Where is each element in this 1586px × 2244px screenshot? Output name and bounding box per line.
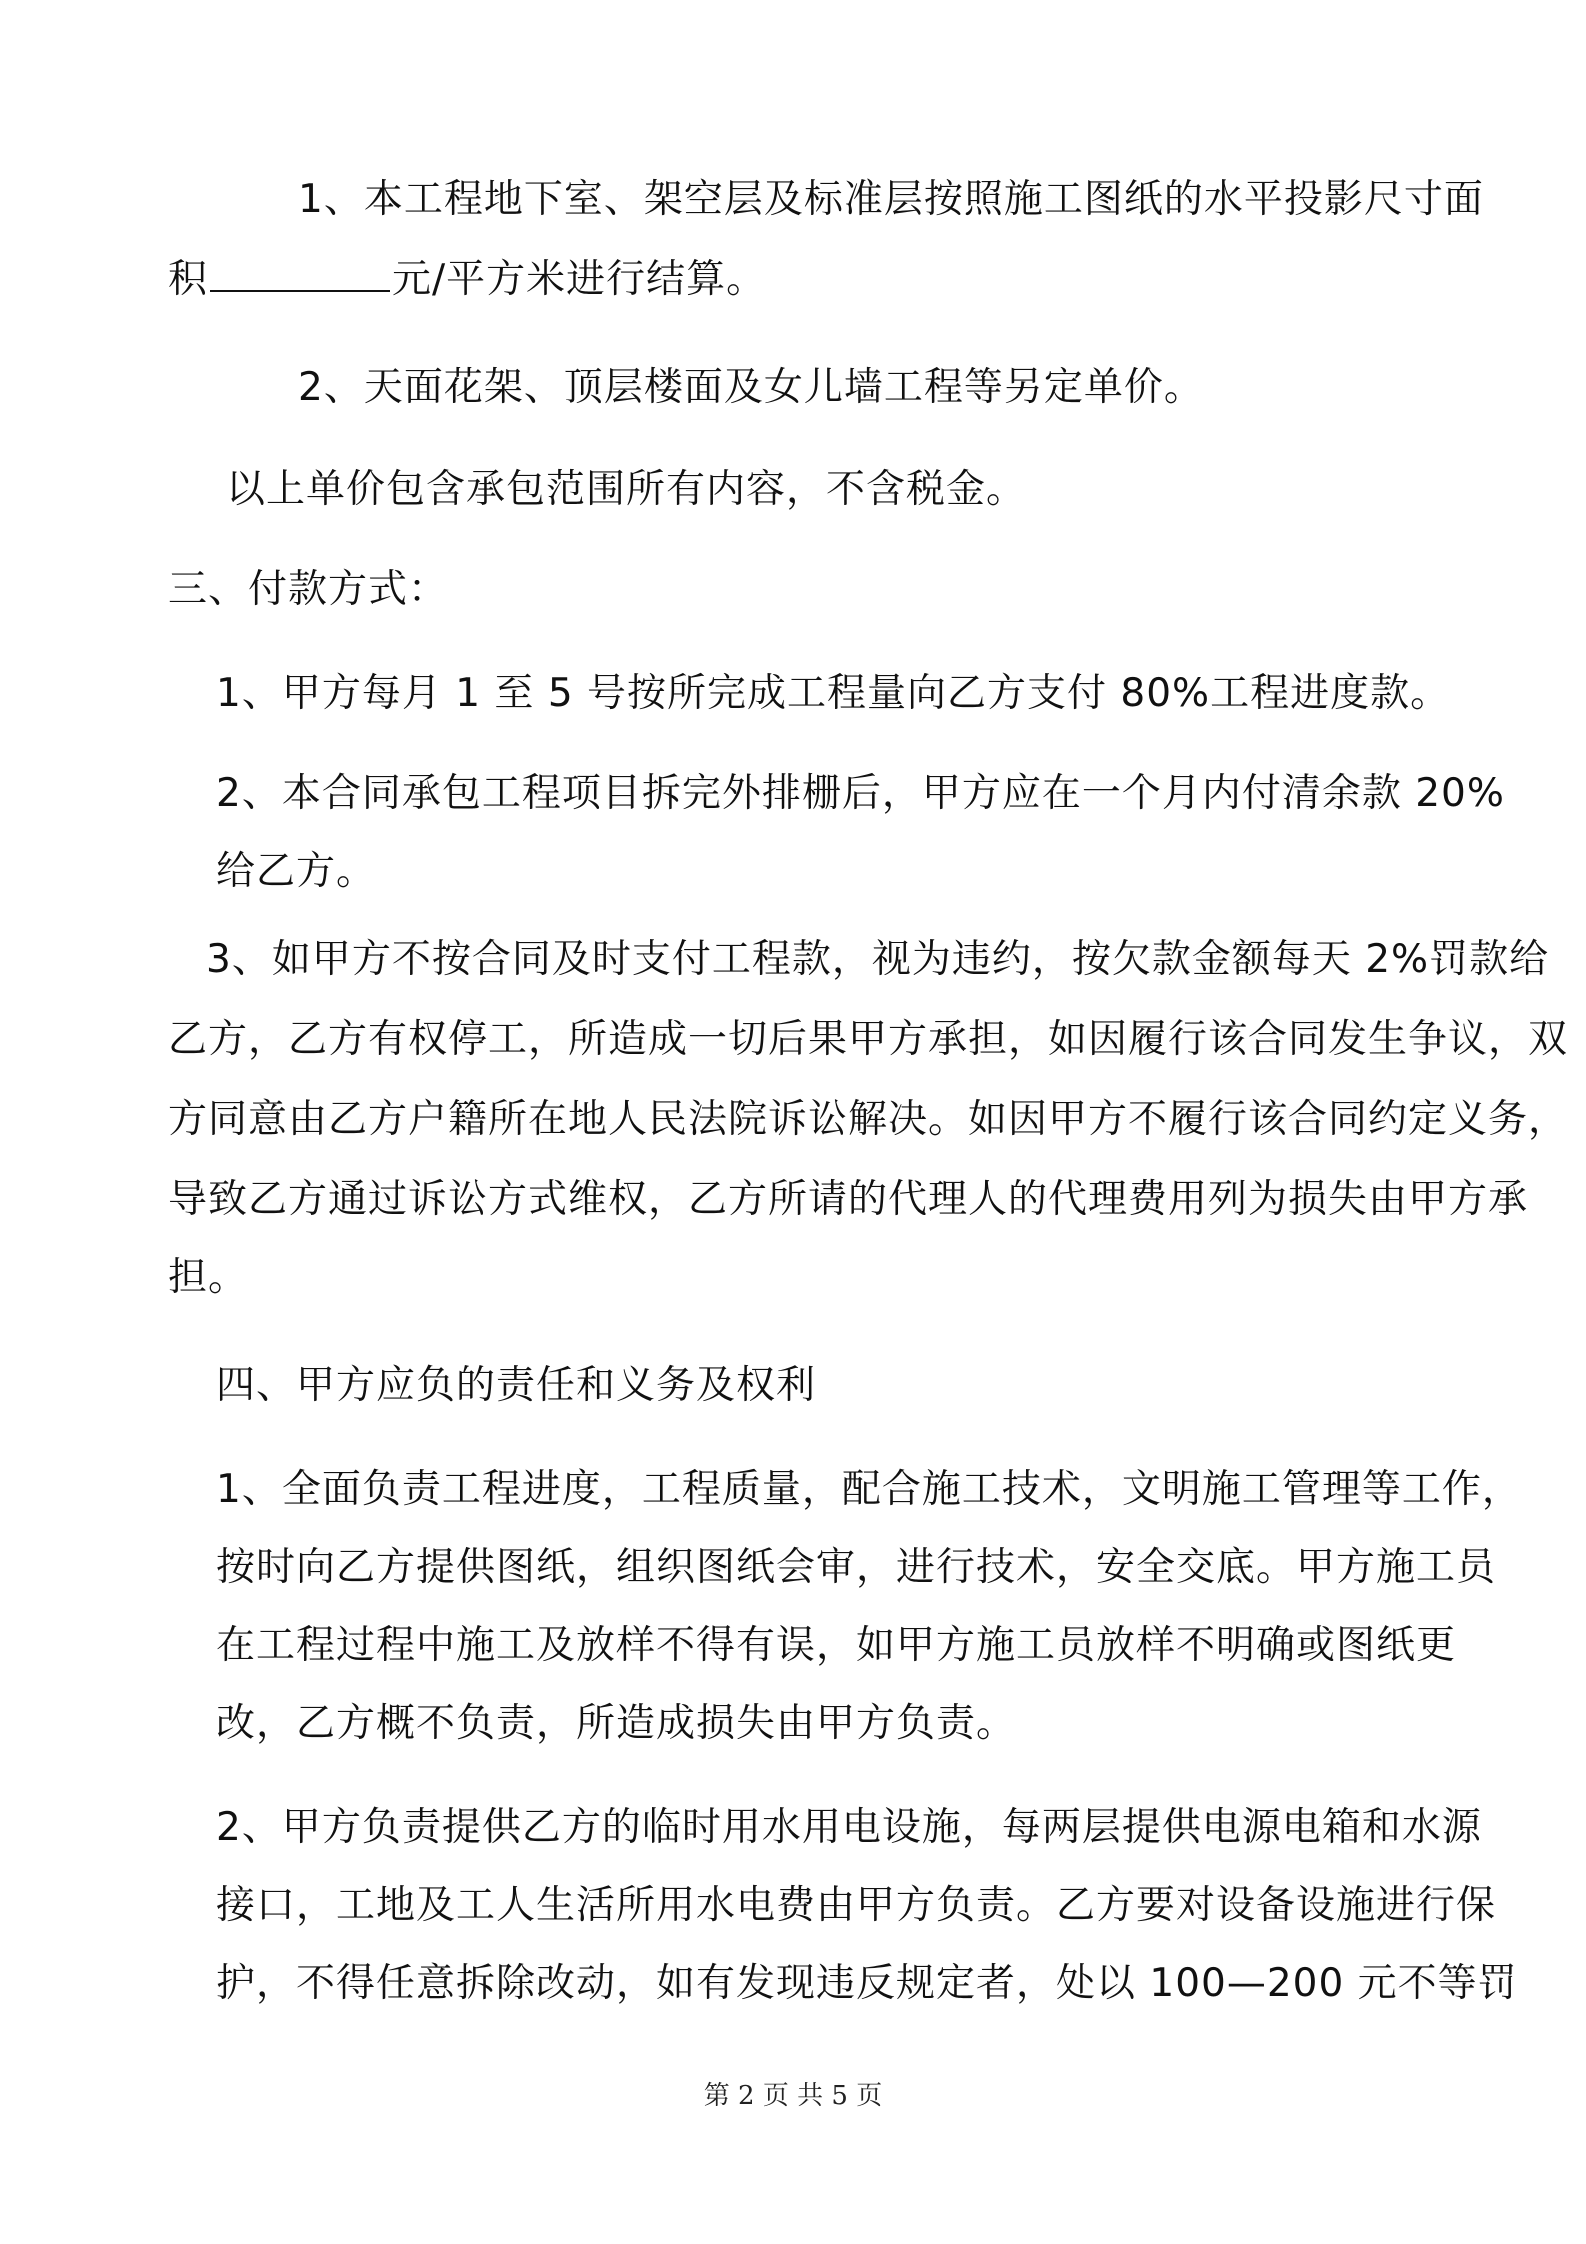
text-fragment: 元/平方米进行结算。 [392, 257, 767, 302]
text-line-3: 2、天面花架、顶层楼面及女儿墙工程等另定单价。 [298, 365, 1204, 410]
text-line-12: 导致乙方通过诉讼方式维权，乙方所请的代理人的代理费用列为损失由甲方承 [168, 1177, 1529, 1222]
text-line-6: 1、甲方每月 1 至 5 号按所完成工程量向乙方支付 80%工程进度款。 [216, 671, 1451, 716]
text-line-17: 在工程过程中施工及放样不得有误，如甲方施工员放样不明确或图纸更 [216, 1623, 1457, 1668]
text-line-2 [168, 256, 766, 304]
section-heading-party-a: 四、甲方应负的责任和义务及权利 [216, 1363, 817, 1408]
section-heading-payment: 三、付款方式： [168, 567, 449, 612]
page-number-footer: 第 2 页 共 5 页 [703, 2081, 883, 2111]
text-line-7: 2、本合同承包工程项目拆完外排栅后，甲方应在一个月内付清余款 20% [216, 771, 1505, 816]
text-line-16: 按时向乙方提供图纸，组织图纸会审，进行技术，安全交底。甲方施工员 [216, 1545, 1497, 1590]
text-line-9: 3、如甲方不按合同及时支付工程款，视为违约，按欠款金额每天 2%罚款给 [206, 937, 1550, 982]
text-line-13: 担。 [168, 1255, 249, 1300]
text-fragment: 积 [168, 257, 209, 302]
text-line-1: 1、本工程地下室、架空层及标准层按照施工图纸的水平投影尺寸面 [298, 177, 1484, 222]
fill-in-blank [210, 260, 390, 292]
text-line-11: 方同意由乙方户籍所在地人民法院诉讼解决。如因甲方不履行该合同约定义务， [168, 1097, 1569, 1142]
text-line-19: 2、甲方负责提供乙方的临时用水用电设施，每两层提供电源电箱和水源 [216, 1805, 1482, 1850]
text-line-15: 1、全面负责工程进度，工程质量，配合施工技术，文明施工管理等工作， [216, 1467, 1522, 1512]
text-line-4: 以上单价包含承包范围所有内容，不含税金。 [226, 467, 1027, 512]
text-line-8: 给乙方。 [216, 849, 377, 894]
text-line-20: 接口，工地及工人生活所用水电费由甲方负责。乙方要对设备设施进行保 [216, 1883, 1497, 1928]
text-line-21: 护，不得任意拆除改动，如有发现违反规定者，处以 100—200 元不等罚 [216, 1961, 1518, 2006]
text-line-18: 改，乙方概不负责，所造成损失由甲方负责。 [216, 1701, 1017, 1746]
text-line-10: 乙方，乙方有权停工，所造成一切后果甲方承担，如因履行该合同发生争议，双 [168, 1017, 1569, 1062]
